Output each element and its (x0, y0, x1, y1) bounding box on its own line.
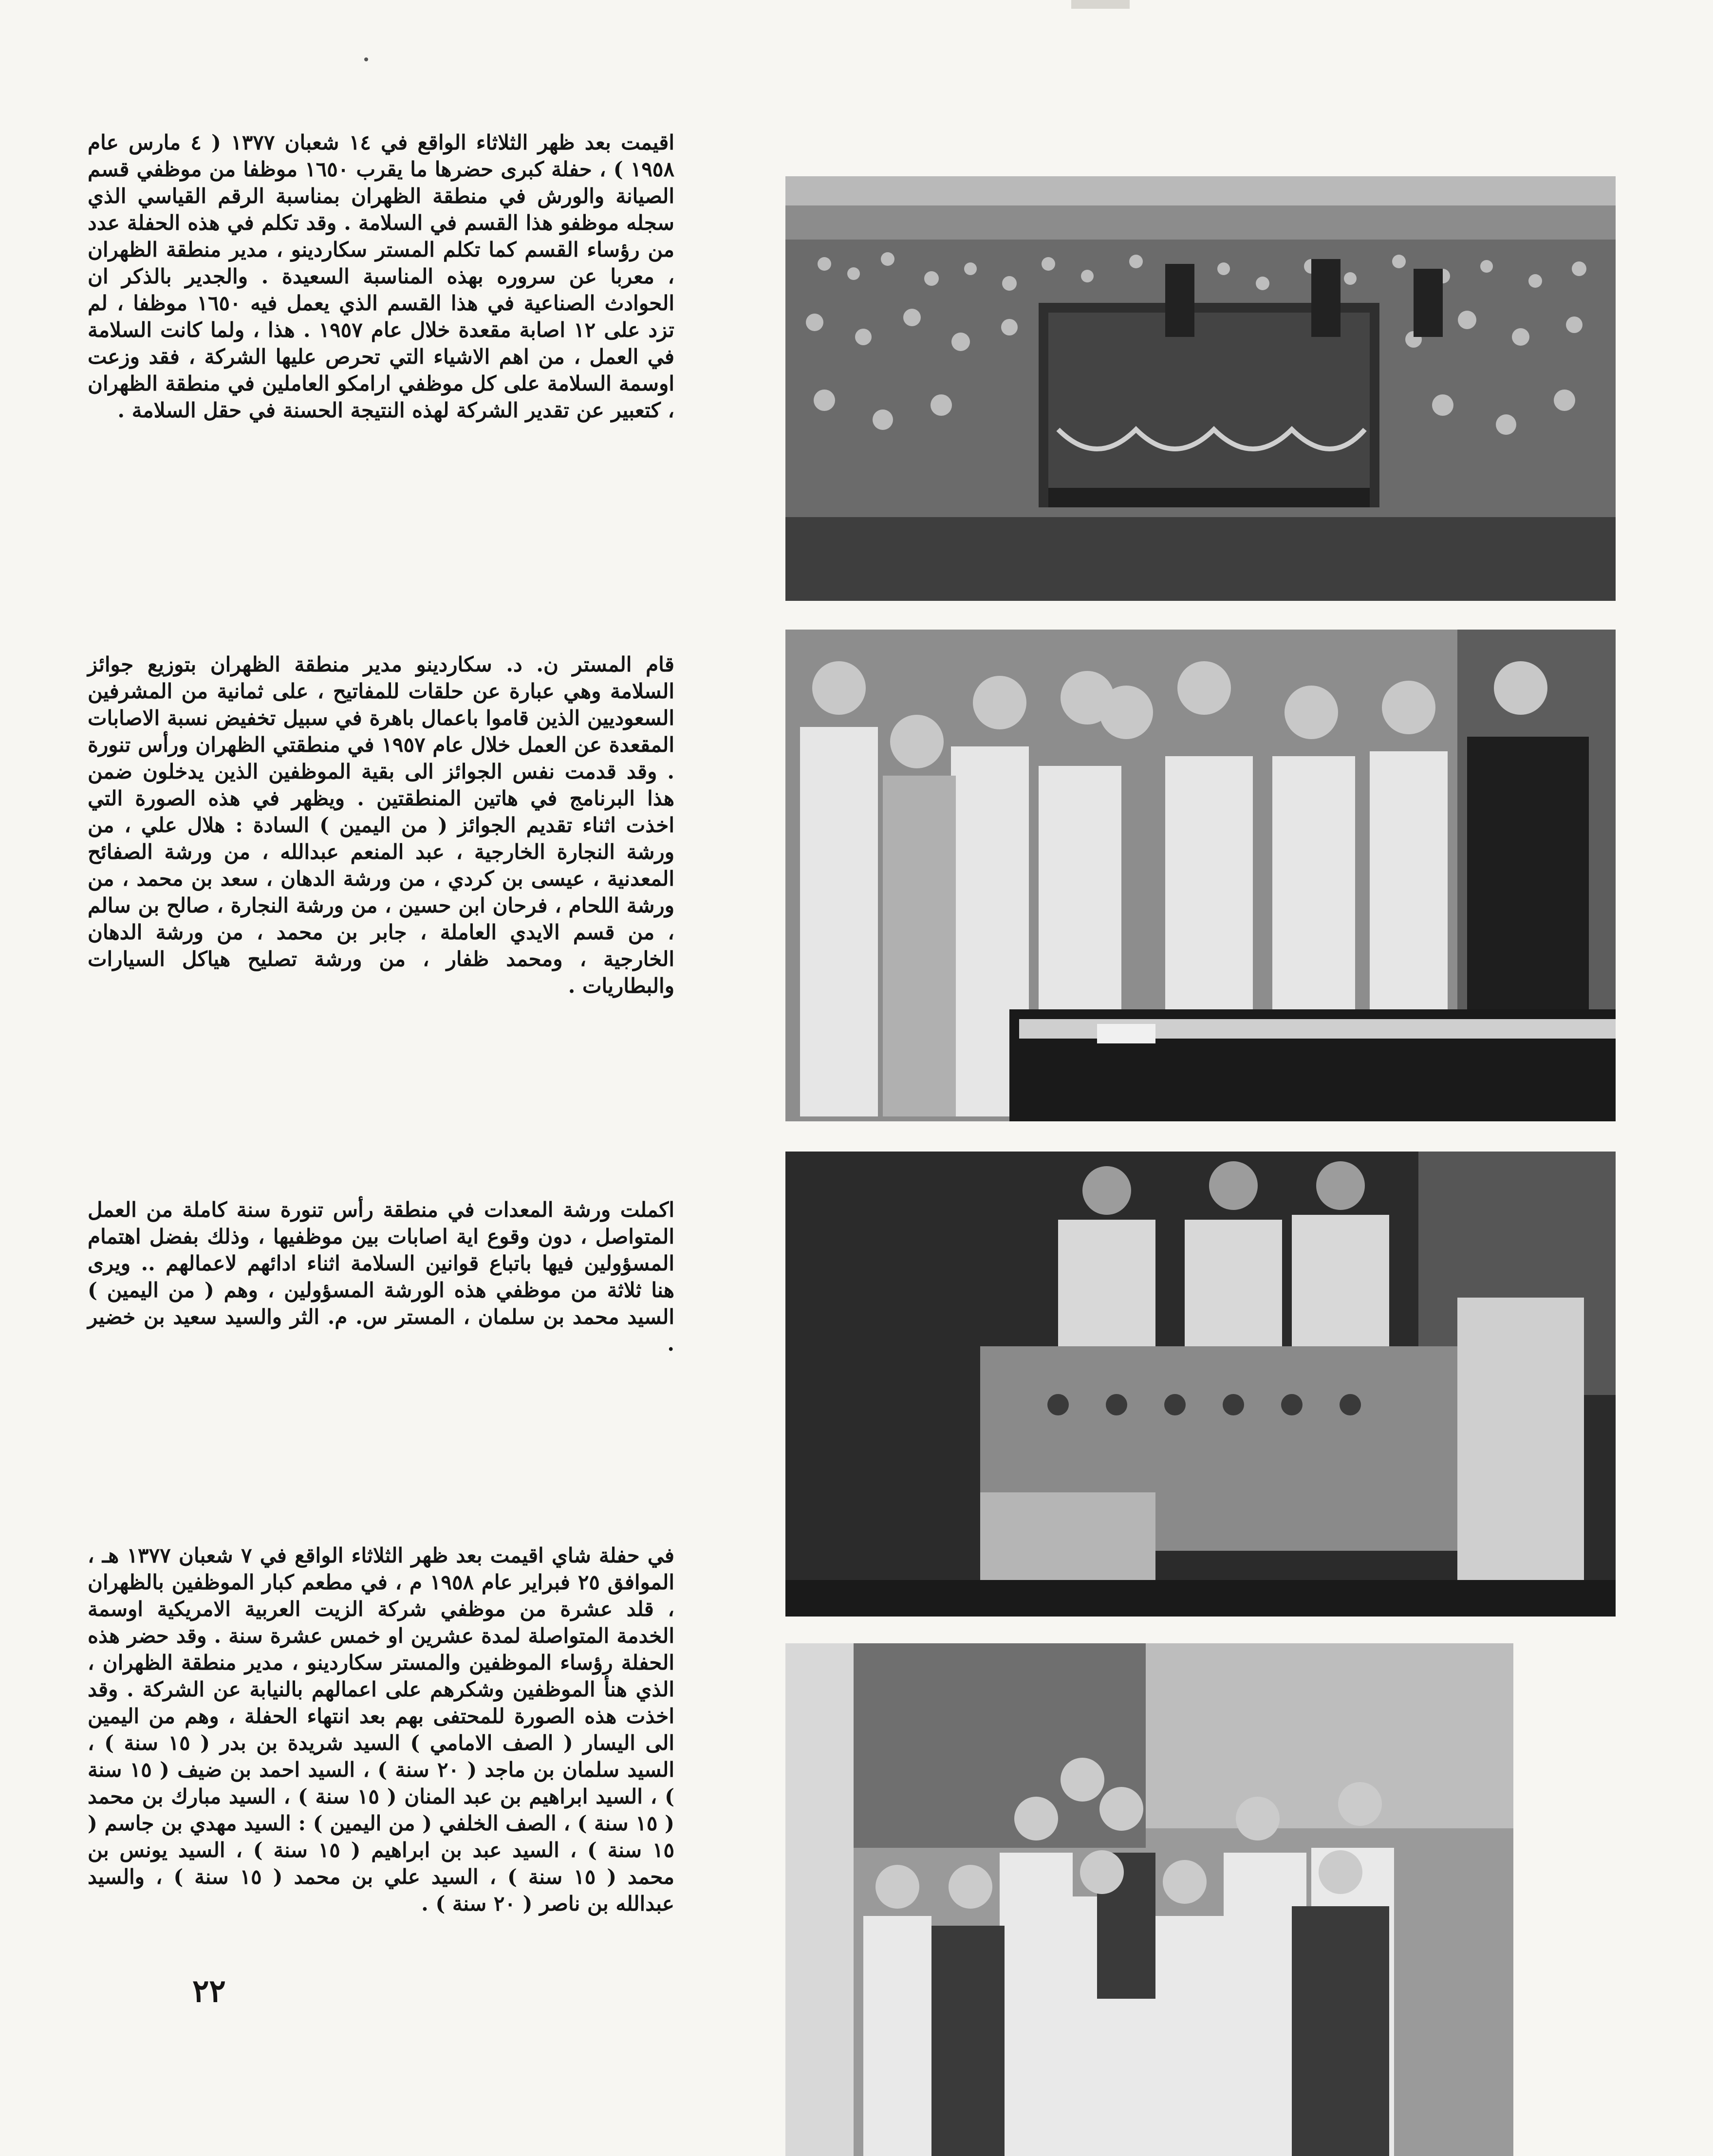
page-number: ٢٢ (192, 1973, 226, 2009)
caption-safety-ceremony (88, 102, 674, 450)
print-speck (364, 57, 368, 61)
workshop-engine-photo (785, 1152, 1616, 1617)
top-edge-mark (1071, 0, 1130, 9)
caption-text-3: اكملت ورشة المعدات في منطقة رأس تنورة سنة كاملة من العمل المتواصل ، دون وقوع اية اصابات بين موظفيها ، وذلك بفضل اهتمام المسؤولين فيها باتباع قوانين السلامة اثناء ادائهم لاعمالهم .. ويرى هنا ثلاثة من موظفي هذه الورشة المسؤولين ، وهم ( من اليمين ) السيد محمد بن سلمان ، المستر س. م. الثر والسيد سعيد بن خضير . (88, 1198, 674, 1356)
caption-service-awards (88, 1515, 674, 1944)
caption-text-2: قام المستر ن. د. سكاردينو مدير منطقة الظهران بتوزيع جوائز السلامة وهي عبارة عن حلقات للمفاتيح ، على ثمانية من المشرفين السعوديين الذين قاموا باعمال باهرة في سبيل تخفيض نسبة الاصابات المقعدة عن العمل خلال عام ١٩٥٧ في منطقتي الظهران ورأس تنورة . وقد قدمت نفس الجوائز الى بقية الموظفين الذين يدخلون ضمن هذا البرنامج في هاتين المنطقتين . ويظهر في هذه الصورة التي اخذت اثناء تقديم الجوائز ( من اليمين ) السادة : هلال علي ، من ورشة النجارة الخارجية ، عبد المنعم عبدالله ، من ورشة الصفائح المعدنية ، عيسى بن كردي ، من ورشة الدهان ، سعد بن محمد ، من ورشة اللحام ، فرحان ابن حسين ، من ورشة النجارة ، صالح بن سالم ، من قسم الايدي العاملة ، جابر بن محمد ، من ورشة الدهان الخارجية ، ومحمد ظفار ، من ورشة تصليح هياكل السيارات والبطاريات . (88, 652, 674, 998)
caption-text-1: اقيمت بعد ظهر الثلاثاء الواقع في ١٤ شعبان ١٣٧٧ ( ٤ مارس عام ١٩٥٨ ) ، حفلة كبرى حضرها ما يقرب ١٦٥٠ موظفا من موظفي قسم الصيانة والورش في منطقة الظهران بمناسبة الرقم القياسي الذي سجله موظفو هذا القسم في السلامة . وقد تكلم في هذه الحفلة عدد من رؤساء القسم كما تكلم المستر سكاردينو ، مدير منطقة الظهران ، معربا عن سروره بهذه المناسبة السعيدة . والجدير بالذكر ان الحوادث الصناعية في هذا القسم الذي يعمل فيه ١٦٥٠ موظفا ، لم تزد على ١٢ اصابة مقعدة خلال عام ١٩٥٧ . هذا ، ولما كانت السلامة في العمل ، من اهم الاشياء التي تحرص عليها الشركة ، فقد وزعت اوسمة السلامة على كل موظفي ارامكو العاملين في منطقة الظهران ، كتعبير عن تقدير الشركة لهذه النتيجة الحسنة في حقل السلامة . (88, 130, 675, 422)
caption-equipment-workshop (88, 1170, 674, 1384)
award-presentation-photo (785, 630, 1616, 1121)
caption-safety-awards (88, 624, 674, 1026)
crowd-ceremony-photo (785, 176, 1616, 601)
caption-text-4: في حفلة شاي اقيمت بعد ظهر الثلاثاء الواقع في ٧ شعبان ١٣٧٧ هـ ، الموافق ٢٥ فبراير عام ١٩٥٨ م ، في مطعم كبار الموظفين بالظهران ، قلد عشرة من موظفي شركة الزيت العربية الامريكية اوسمة الخدمة المتواصلة لمدة عشرين او خمس عشرة سنة . وقد حضر هذه الحفلة رؤساء الموظفين والمستر سكاردينو ، مدير منطقة الظهران ، الذي هنأ الموظفين وشكرهم على اعمالهم بالنيابة عن الشركة . وقد اخذت هذه الصورة للمحتفى بهم بعد انتهاء الحفلة ، وهم من اليمين الى اليسار ( الصف الامامي ) السيد شريدة بن بدر ( ١٥ سنة ) ، السيد سلمان بن ماجد ( ٢٠ سنة ) ، السيد احمد بن ضيف ( ١٥ سنة ) ، السيد ابراهيم بن عبد المنان ( ١٥ سنة ) ، السيد مبارك بن محمد ( ١٥ سنة ) ، الصف الخلفي ( من اليمين ) : السيد مهدي بن جاسم ( ١٥ سنة ) ، السيد عبد بن ابراهيم ( ١٥ سنة ) ، السيد يونس بن محمد ( ١٥ سنة ) ، السيد علي بن محمد ( ١٥ سنة ) ، والسيد عبدالله بن ناصر ( ٢٠ سنة ) . (88, 1543, 675, 1915)
service-award-group-photo (785, 1643, 1513, 2156)
